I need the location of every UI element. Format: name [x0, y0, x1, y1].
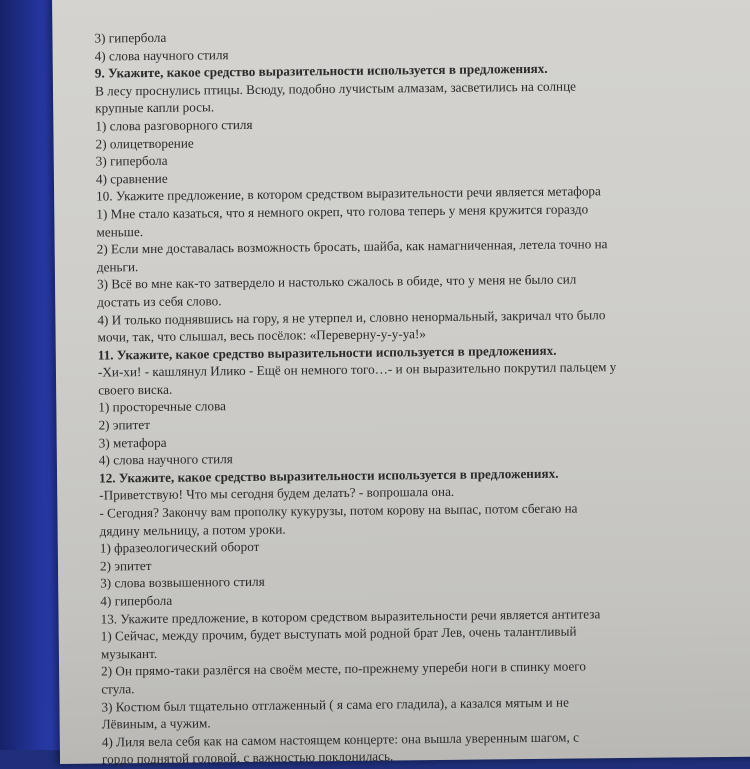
text-line: 4) сравнение [95, 170, 168, 187]
text-line: 2) олицетворение [95, 135, 194, 152]
question-heading: 12. Укажите, какое средство выразительности используется в предложениях. [98, 465, 559, 486]
text-line: 3) Всё во мне как-то затвердело и настолько сжалось в обиде, что у меня не было сил [96, 271, 577, 292]
text-line: 10. Укажите предложение, в котором средством выразительности речи является метафора [96, 183, 601, 204]
text-line: 1) Мне стало казаться, что я немного окреп, что голова теперь у меня кружится гораздо [96, 201, 589, 222]
text-line: 1) слова разговорного стиля [95, 116, 253, 134]
question-heading: 11. Укажите, какое средство выразительности используется в предложениях. [97, 342, 557, 363]
text-line: Лёвиным, а чужим. [101, 715, 211, 732]
text-line: -Приветствую! Что мы сегодня будем делать? - вопрошала она. [99, 484, 455, 503]
text-line: 4) Лиля вела себя как на самом настоящем концерте: она вышла уверенным шагом, с [101, 729, 579, 750]
text-line: достать из себя слово. [97, 293, 222, 310]
text-line: 1) Сейчас, между прочим, будет выступать мой родной брат Лев, очень талантливый [100, 623, 577, 644]
text-line: 13. Укажите предложение, в котором средством выразительности речи является антитеза [100, 605, 601, 627]
worksheet-text [94, 23, 750, 769]
text-line: -Хи-хи! - кашлянул Илико - Ещё он немного того…- и он выразительно покрутил пальцем у [97, 359, 617, 380]
text-line: 3) метафора [98, 434, 167, 451]
text-line: музыкант. [100, 645, 158, 662]
text-line: 4) слова научного стиля [94, 46, 229, 64]
text-line: деньги. [96, 258, 139, 275]
text-line: гордо поднятой головой, с важностью поклонилась. [101, 748, 394, 767]
text-line: крупные капли росы. [95, 99, 215, 116]
text-line: стула. [101, 681, 135, 697]
text-line: 4) И только поднявшись на гору, я не утерпел и, словно ненормальный, закричал что было [97, 306, 606, 328]
text-line: 2) Он прямо-таки разлёгся на своём месте, по-прежнему упереби ноги в спинку моего [101, 658, 587, 679]
text-line: 4) слова научного стиля [98, 451, 233, 468]
question-heading: 9. Укажите, какое средство выразительности используется в предложениях. [94, 61, 548, 81]
text-line: 2) эпитет [99, 557, 152, 574]
text-line: мочи, так, что слышал, весь посёлок: «Переверну-у-у-уа!» [97, 326, 427, 345]
text-line: своего виска. [98, 381, 173, 398]
blue-background [0, 0, 60, 750]
text-line: 1) просторечные слова [98, 398, 227, 416]
text-line: 2) эпитет [98, 417, 151, 433]
text-line: 4) гипербола [100, 592, 173, 609]
text-line: В лесу проснулись птицы. Всюду, подобно лучистым алмазам, засветились на солнце [94, 78, 577, 99]
text-line: дядину мельницу, а потом уроки. [99, 521, 286, 539]
text-line: 3) гипербола [95, 152, 168, 169]
text-line: 3) гипербола [94, 29, 167, 46]
text-line: - Сегодня? Закончу вам прополку кукурузы, потом корову на выпас, потом сбегаю на [99, 500, 578, 521]
paper-sheet [52, 0, 750, 767]
text-line: меньше. [96, 223, 144, 240]
text-line: 3) Костюм был тщательно отглаженный ( я сама его гладила), а казался мятым и не [101, 694, 569, 715]
text-line: 1) фразеологический оборот [99, 539, 260, 556]
text-line: 2) Если мне доставалась возможность бросать, шайба, как намагниченная, летела точно на [96, 236, 608, 257]
text-line: 3) слова возвышенного стиля [100, 574, 265, 591]
